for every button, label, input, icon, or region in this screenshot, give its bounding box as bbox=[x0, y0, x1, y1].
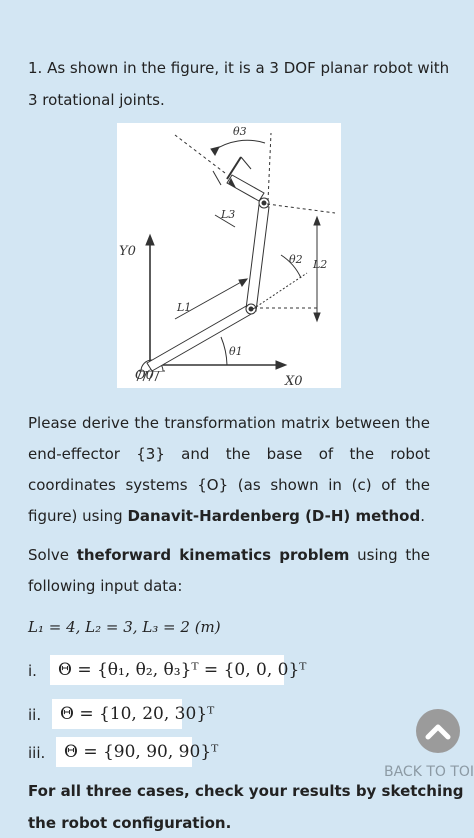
derive-text: Please derive the transformation matrix between the end-effector {3} and the base of the robot coordinates systems {O} (as shown in (c) of the figure) using bbox=[28, 414, 430, 525]
label-l1: L1 bbox=[177, 301, 192, 314]
case-expr-i: Θ = {θ₁, θ₂, θ₃}ᵀ = {0, 0, 0}ᵀ bbox=[50, 655, 284, 685]
label-o0: O0 bbox=[135, 368, 154, 383]
solve-paragraph bbox=[28, 540, 430, 602]
link-1 bbox=[147, 305, 253, 371]
theta1-arc bbox=[221, 337, 227, 365]
case-label-i: i. bbox=[28, 662, 37, 680]
label-theta2: θ2 bbox=[289, 253, 303, 266]
label-theta3: θ3 bbox=[233, 125, 247, 138]
theta3-arc bbox=[213, 140, 265, 151]
joint-2-pin bbox=[249, 307, 253, 311]
ref-line bbox=[268, 133, 271, 201]
back-to-top-button[interactable] bbox=[416, 709, 460, 753]
link-3 bbox=[227, 175, 264, 201]
case-expr-ii: Θ = {10, 20, 30}ᵀ bbox=[52, 699, 182, 729]
solve-post: using the following input data: bbox=[28, 546, 430, 595]
back-to-top-label[interactable]: BACK TO TOI bbox=[384, 764, 474, 780]
label-y0: Y0 bbox=[119, 244, 136, 259]
gripper-jaw bbox=[241, 157, 251, 169]
question-intro-line2: 3 rotational joints. bbox=[28, 91, 165, 109]
label-l2: L2 bbox=[313, 258, 328, 271]
lengths-line: L₁ = 4, L₂ = 3, L₃ = 2 (m) bbox=[28, 618, 221, 636]
ref-line bbox=[175, 135, 225, 173]
joint-3-pin bbox=[262, 201, 266, 205]
case-label-ii: ii. bbox=[28, 706, 42, 724]
y0-arrow bbox=[146, 235, 154, 245]
label-x0: X0 bbox=[285, 374, 303, 388]
ref-line bbox=[253, 273, 307, 309]
ref-line bbox=[267, 204, 335, 213]
x0-arrow bbox=[276, 361, 286, 369]
l2-arrow bbox=[314, 217, 320, 225]
case-expr-iii: Θ = {90, 90, 90}ᵀ bbox=[56, 737, 192, 767]
label-theta1: θ1 bbox=[229, 345, 243, 358]
question-intro-line1: 1. As shown in the figure, it is a 3 DOF planar robot with bbox=[28, 59, 450, 77]
label-l3: L3 bbox=[221, 208, 236, 221]
link-2 bbox=[246, 205, 269, 311]
robot-figure bbox=[117, 123, 341, 388]
solve-bold: theforward kinematics problem bbox=[76, 546, 350, 564]
chevron-up-icon bbox=[425, 722, 451, 740]
solve-pre: Solve bbox=[28, 546, 77, 564]
hatch bbox=[155, 371, 159, 381]
robot-diagram bbox=[117, 123, 341, 388]
footer-line2: the robot configuration. bbox=[28, 814, 232, 832]
l1-arrow bbox=[239, 279, 247, 286]
derive-paragraph bbox=[28, 408, 430, 532]
footer-line1: For all three cases, check your results by sketching bbox=[28, 782, 464, 800]
l2-arrow bbox=[314, 313, 320, 321]
gripper-jaw bbox=[213, 171, 221, 185]
theta3-arrow bbox=[211, 147, 219, 155]
derive-bold: Danavit-Hardenberg (D-H) method bbox=[127, 507, 421, 525]
derive-end: . bbox=[420, 507, 425, 525]
case-label-iii: iii. bbox=[28, 744, 46, 762]
